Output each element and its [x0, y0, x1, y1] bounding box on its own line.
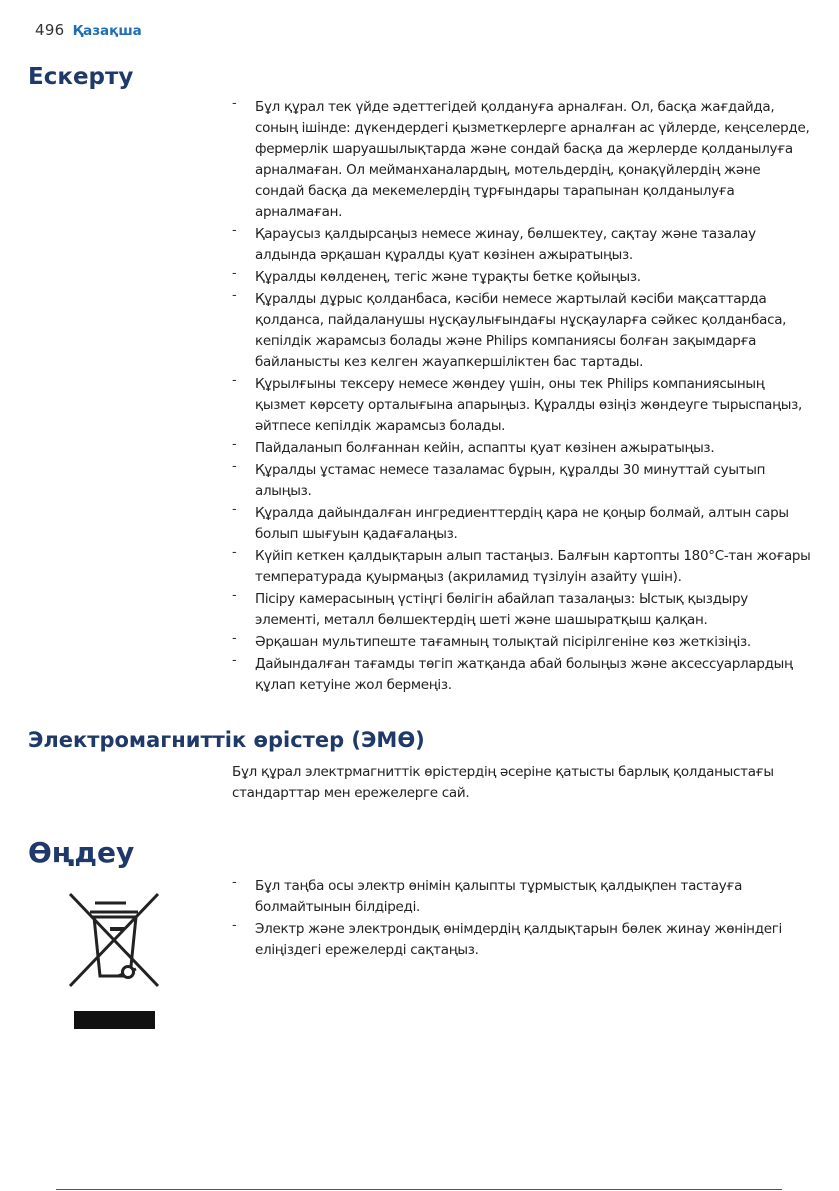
warning-heading: Ескерту [28, 64, 134, 90]
list-item-text: Әрқашан мультипеште тағамның толықтай пісірілгеніне көз жеткізіңіз. [255, 634, 751, 650]
list-item-text: Құралды дұрыс қолданбаса, кәсіби немесе жартылай кәсіби мақсаттарда қолданса, пайдаланушы нұсқаулығындағы нұсқауларға сәйкес қолданбаса, кепілдік жарамсыз болады және Philips компаниясы болған зақымдарға байланысты кез келген жауапкершіліктен бас тартады. [255, 291, 787, 370]
warning-list [232, 97, 812, 697]
list-item-text: Бұл таңба осы электр өнімін қалыпты тұрмыстық қалдықпен тастауға болмайтынын білдіреді. [255, 878, 743, 915]
emf-heading: Электромагниттік өрістер (ЭМӨ) [28, 728, 425, 752]
list-item [232, 546, 812, 588]
list-item-text: Пісіру камерасының үстіңгі бөлігін абайлап тазалаңыз: Ыстық қыздыру элементі, металл бөлшектердің шеті және шашыратқыш қалқан. [255, 591, 748, 628]
page-number: 496 [35, 21, 65, 39]
dash-bullet: - [232, 918, 237, 933]
list-item [232, 438, 812, 459]
list-item [232, 289, 812, 373]
dash-bullet: - [232, 96, 237, 111]
list-item-text: Құралды ұстамас немесе тазаламас бұрын, құралды 30 минуттай суытып алыңыз. [255, 462, 766, 499]
list-item-text: Құрылғыны тексеру немесе жөндеу үшін, оны тек Philips компаниясының қызмет көрсету орталығына апарыңыз. Құралды өзіңіз жөндеуге тырыспаңыз, әйтпесе кепілдік жарамсыз болады. [255, 376, 802, 434]
dash-bullet: - [232, 223, 237, 238]
list-item [232, 224, 812, 266]
list-item-text: Күйіп кеткен қалдықтарын алып тастаңыз. Балғын картопты 180°C-тан жоғары температурада қуырмаңыз (акриламид түзілуін азайту үшін). [255, 548, 811, 585]
list-item [232, 654, 812, 696]
dash-bullet: - [232, 653, 237, 668]
crossed-out-wheelie-bin-icon [66, 890, 162, 1032]
dash-bullet: - [232, 373, 237, 388]
list-item [232, 632, 812, 653]
list-item-text: Электр және электрондық өнімдердің қалдықтарын бөлек жинау жөніндегі еліңіздегі ережелерді сақтаңыз. [255, 921, 782, 958]
dash-bullet: - [232, 437, 237, 452]
dash-bullet: - [232, 459, 237, 474]
dash-bullet: - [232, 502, 237, 517]
list-item-text: Құралда дайындалған ингредиенттердің қара не қоңыр болмай, алтын сары болып шығуын қадағалаңыз. [255, 505, 789, 542]
list-item [232, 97, 812, 223]
list-item-text: Пайдаланып болғаннан кейін, аспапты қуат көзінен ажыратыңыз. [255, 440, 715, 456]
dash-bullet: - [232, 288, 237, 303]
list-item [232, 374, 812, 437]
list-item [232, 876, 812, 918]
list-item [232, 460, 812, 502]
disposal-heading: Өңдеу [28, 836, 135, 869]
dash-bullet: - [232, 266, 237, 281]
list-item-text: Қараусыз қалдырсаңыз немесе жинау, бөлшектеу, сақтау және тазалау алдында әрқашан құралды қуат көзінен ажыратыңыз. [255, 226, 756, 263]
list-item [232, 267, 812, 288]
dash-bullet: - [232, 875, 237, 890]
list-item-text: Құралды көлденең, тегіс және тұрақты бетке қойыңыз. [255, 269, 641, 285]
emf-paragraph: Бұл құрал электрмагниттік өрістердің әсеріне қатысты барлық қолданыстағы стандарттар мен ережелерге сай. [232, 764, 774, 801]
list-item [232, 919, 812, 961]
dash-bullet: - [232, 588, 237, 603]
list-item [232, 503, 812, 545]
page-header [35, 20, 142, 39]
disposal-list [232, 876, 812, 962]
dash-bullet: - [232, 545, 237, 560]
list-item-text: Дайындалған тағамды төгіп жатқанда абай болыңыз және аксессуарлардың құлап кетуіне жол бермеңіз. [255, 656, 793, 693]
list-item-text: Бұл құрал тек үйде әдеттегідей қолдануға арналған. Ол, басқа жағдайда, соның ішінде: дүкендердегі қызметкерлерге арналған ас үйлерде, кеңселерде, фермерлік шаруашылықтарда және сондай басқа да жерлерде қолданылуға арналмаған. Ол мейманханалардың, мотельдердің, қонақүйлердің және сондай басқа да мекемелердің тұрғындары тарапынан қолданылуға арналмаған. [255, 99, 810, 220]
list-item [232, 589, 812, 631]
language-label: Қазақша [72, 23, 142, 39]
footer-divider [56, 1189, 782, 1190]
dash-bullet: - [232, 631, 237, 646]
